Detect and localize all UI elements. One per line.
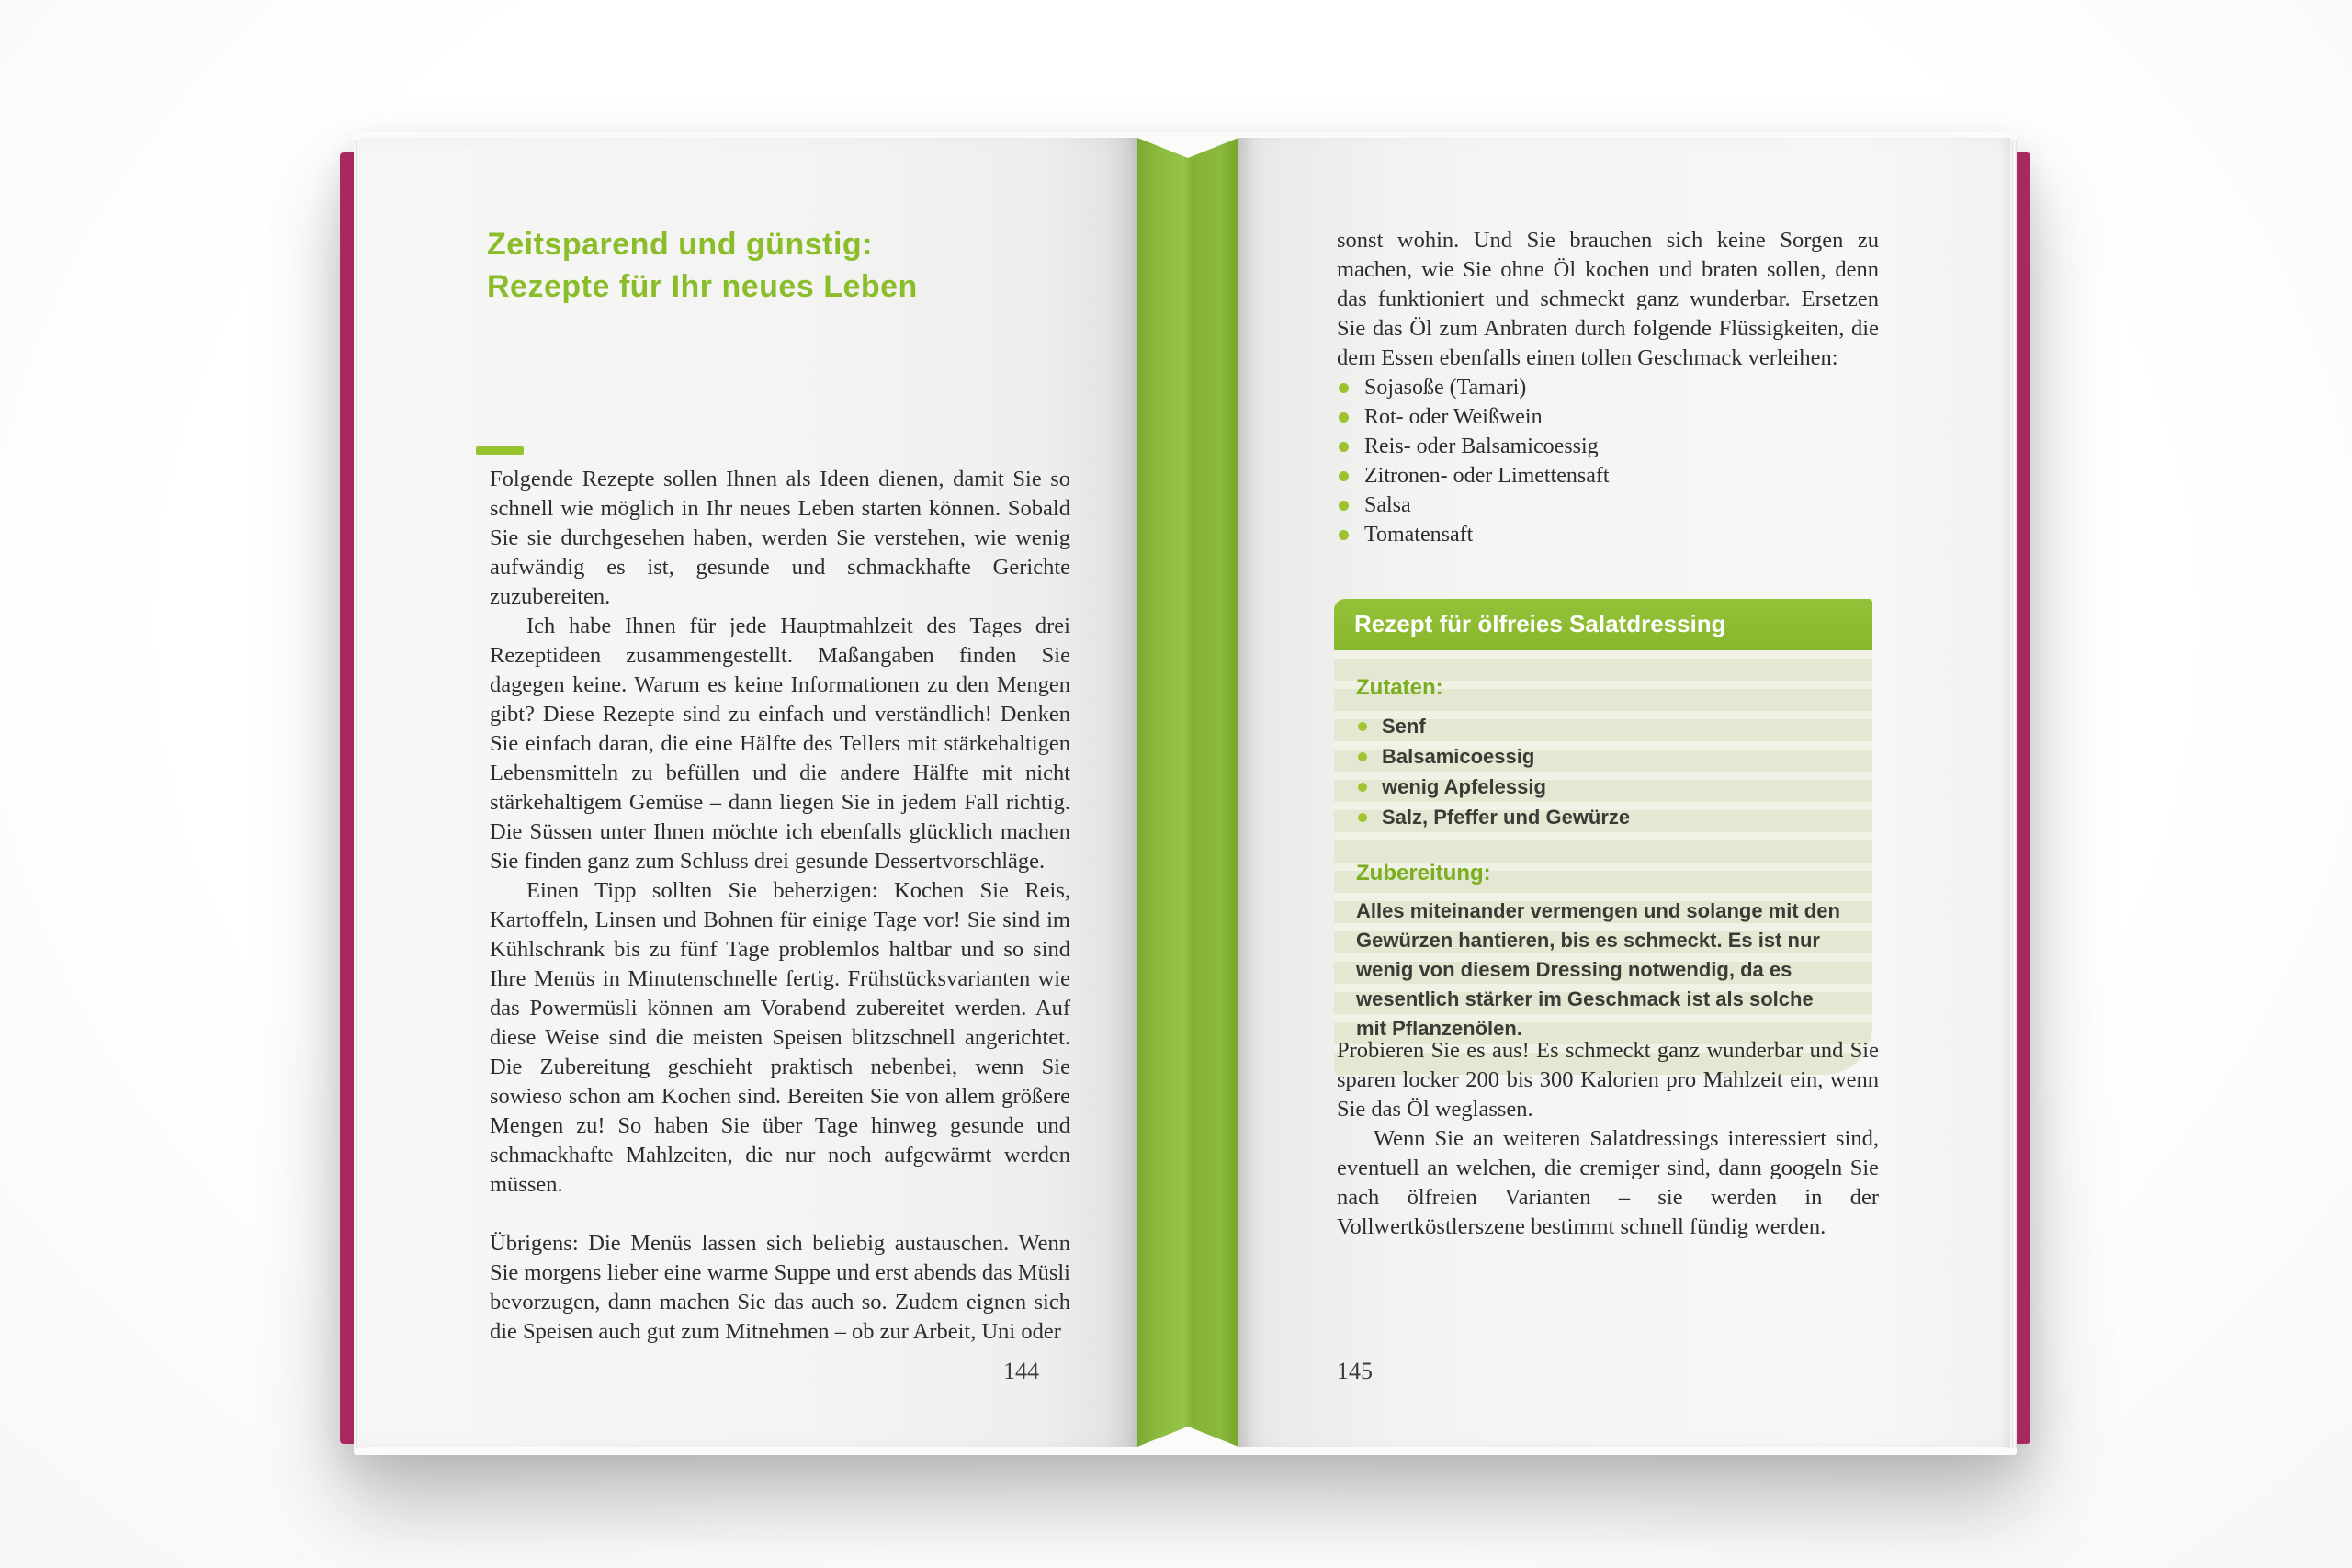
preparation-label: Zubereitung:: [1356, 861, 1491, 886]
bullet-dot-icon: [1339, 501, 1349, 511]
list-item: [1337, 373, 1879, 402]
ingredient-label: Salz, Pfeffer und Gewürze: [1382, 806, 1631, 829]
book-gutter: [1137, 138, 1238, 1447]
preparation-text: Alles miteinander vermengen und solange mit den Gewürzen hantieren, bis es schmeckt. Es ist nur wenig von diesem Dressing notwendig, da es wesentlich stärker im Geschmack ist als solche mit Pflanzenölen.: [1356, 899, 1840, 1040]
list-item-label: Rot- oder Weißwein: [1364, 405, 1543, 429]
liquid-alternatives-list: [1337, 373, 1879, 549]
bullet-dot-icon: [1358, 752, 1367, 761]
recipe-box-title: Rezept für ölfreies Salatdressing: [1334, 599, 1872, 650]
ingredient-label: wenig Apfelessig: [1382, 775, 1546, 798]
bullet-dot-icon: [1339, 471, 1349, 481]
list-item-label: Tomatensaft: [1364, 523, 1474, 547]
body-paragraph: Einen Tipp sollten Sie beherzigen: Kochen Sie Reis, Kartoffeln, Linsen und Bohnen für einige Tage vor! Sie sind im Kühlschrank bis zu fünf Tage problemlos haltbar und so sind Ihre Menüs in Minutenschnelle fertig. Frühstücksvarianten wie das Powermüsli können am Vorabend zubereitet werden. Auf diese Weise sind die meisten Speisen blitzschnell angerichtet. Die Zubereitung geschieht praktisch nebenbei, wenn Sie sowieso schon am Kochen sind. Bereiten Sie von allem größere Mengen zu! So haben Sie über Tage hinweg gesunde und schmackhafte Mahlzeiten, die nur noch aufgewärmt werden müssen.: [490, 878, 1070, 1197]
right-page-lower-text: [1337, 1036, 1879, 1242]
list-item-label: Zitronen- oder Limettensaft: [1364, 464, 1610, 488]
ingredients-list: [1356, 711, 1849, 832]
bullet-dot-icon: [1339, 442, 1349, 452]
left-page-text-column: [490, 465, 1070, 1347]
body-paragraph: Folgende Rezepte sollen Ihnen als Ideen dienen, damit Sie so schnell wie möglich in Ihr neues Leben starten können. Sobald Sie sie durchgesehen haben, werden Sie verstehen, wie wenig aufwändig es ist, gesunde und schmackhafte Gerichte zuzubereiten.: [490, 467, 1070, 609]
body-paragraph: Übrigens: Die Menüs lassen sich beliebig austauschen. Wenn Sie morgens lieber eine warme Suppe und erst abends das Müsli bevorzugen, dann machen Sie das auch so. Zudem eignen sich die Speisen auch gut zum Mitnehmen – ob zur Arbeit, Uni oder: [490, 1231, 1070, 1344]
list-item-label: Sojasoße (Tamari): [1364, 376, 1527, 400]
page-number-right: 145: [1337, 1358, 1373, 1384]
ingredient-item: [1356, 802, 1849, 832]
chapter-title-line1: Zeitsparend und günstig:: [487, 227, 873, 262]
chapter-title-line2: Rezepte für Ihr neues Leben: [487, 269, 918, 304]
ingredient-item: [1356, 772, 1849, 802]
ingredients-label: Zutaten:: [1356, 675, 1443, 700]
bullet-dot-icon: [1358, 813, 1367, 822]
right-page-text-column: [1337, 226, 1879, 549]
bullet-dot-icon: [1339, 412, 1349, 423]
list-item: [1337, 491, 1879, 520]
bullet-dot-icon: [1339, 530, 1349, 540]
body-paragraph: Probieren Sie es aus! Es schmeckt ganz wunderbar und Sie sparen locker 200 bis 300 Kalorien pro Mahlzeit ein, wenn Sie das Öl weglassen.: [1337, 1038, 1879, 1122]
section-dash-rule: [476, 446, 524, 455]
ingredient-label: Senf: [1382, 715, 1426, 738]
page-left: [360, 138, 1137, 1447]
list-item: [1337, 520, 1879, 549]
body-paragraph: Ich habe Ihnen für jede Hauptmahlzeit des Tages drei Rezeptideen zusammengestellt. Maßangaben finden Sie dagegen keine. Warum es keine Informationen zu den Mengen gibt? Diese Rezepte sind zu einfach und verständlich! Denken Sie einfach daran, die eine Hälfte des Tellers mit stärkehaltigen Lebensmitteln zu befüllen und die andere Hälfte mit nicht stärkehaltigem Gemüse – dann liegen Sie in jedem Fall richtig. Die Süssen unter Ihnen möchte ich ebenfalls glücklich machen Sie finden ganz zum Schluss drei gesunde Dessertvorschläge.: [490, 614, 1070, 874]
intro-paragraph: sonst wohin. Und Sie brauchen sich keine Sorgen zu machen, wie Sie ohne Öl kochen und braten sollen, denn das funktioniert und schmeckt ganz wunderbar. Ersetzen Sie das Öl zum Anbraten durch folgende Flüssigkeiten, die dem Essen ebenfalls einen tollen Geschmack verleihen:: [1337, 228, 1879, 370]
page-right: [1238, 138, 2010, 1447]
recipe-box-body: [1334, 650, 1872, 1075]
list-item-label: Salsa: [1364, 493, 1411, 517]
list-item: [1337, 461, 1879, 491]
list-item: [1337, 402, 1879, 432]
chapter-title: [487, 223, 918, 308]
list-item: [1337, 432, 1879, 461]
bullet-dot-icon: [1339, 383, 1349, 393]
ingredient-label: Balsamicoessig: [1382, 745, 1535, 768]
recipe-box: [1334, 599, 1872, 1075]
open-book: [338, 129, 2032, 1461]
ingredient-item: [1356, 711, 1849, 741]
list-item-label: Reis- oder Balsamicoessig: [1364, 434, 1599, 458]
body-paragraph: Wenn Sie an weiteren Salatdressings interessiert sind, eventuell an welchen, die cremiger sind, dann googeln Sie nach ölfreien Varianten – sie werden in der Vollwertköstlerszene bestimmt schnell fündig werden.: [1337, 1126, 1879, 1239]
ingredient-item: [1356, 741, 1849, 772]
bullet-dot-icon: [1358, 722, 1367, 731]
page-number-left: 144: [1003, 1358, 1039, 1384]
bullet-dot-icon: [1358, 783, 1367, 792]
